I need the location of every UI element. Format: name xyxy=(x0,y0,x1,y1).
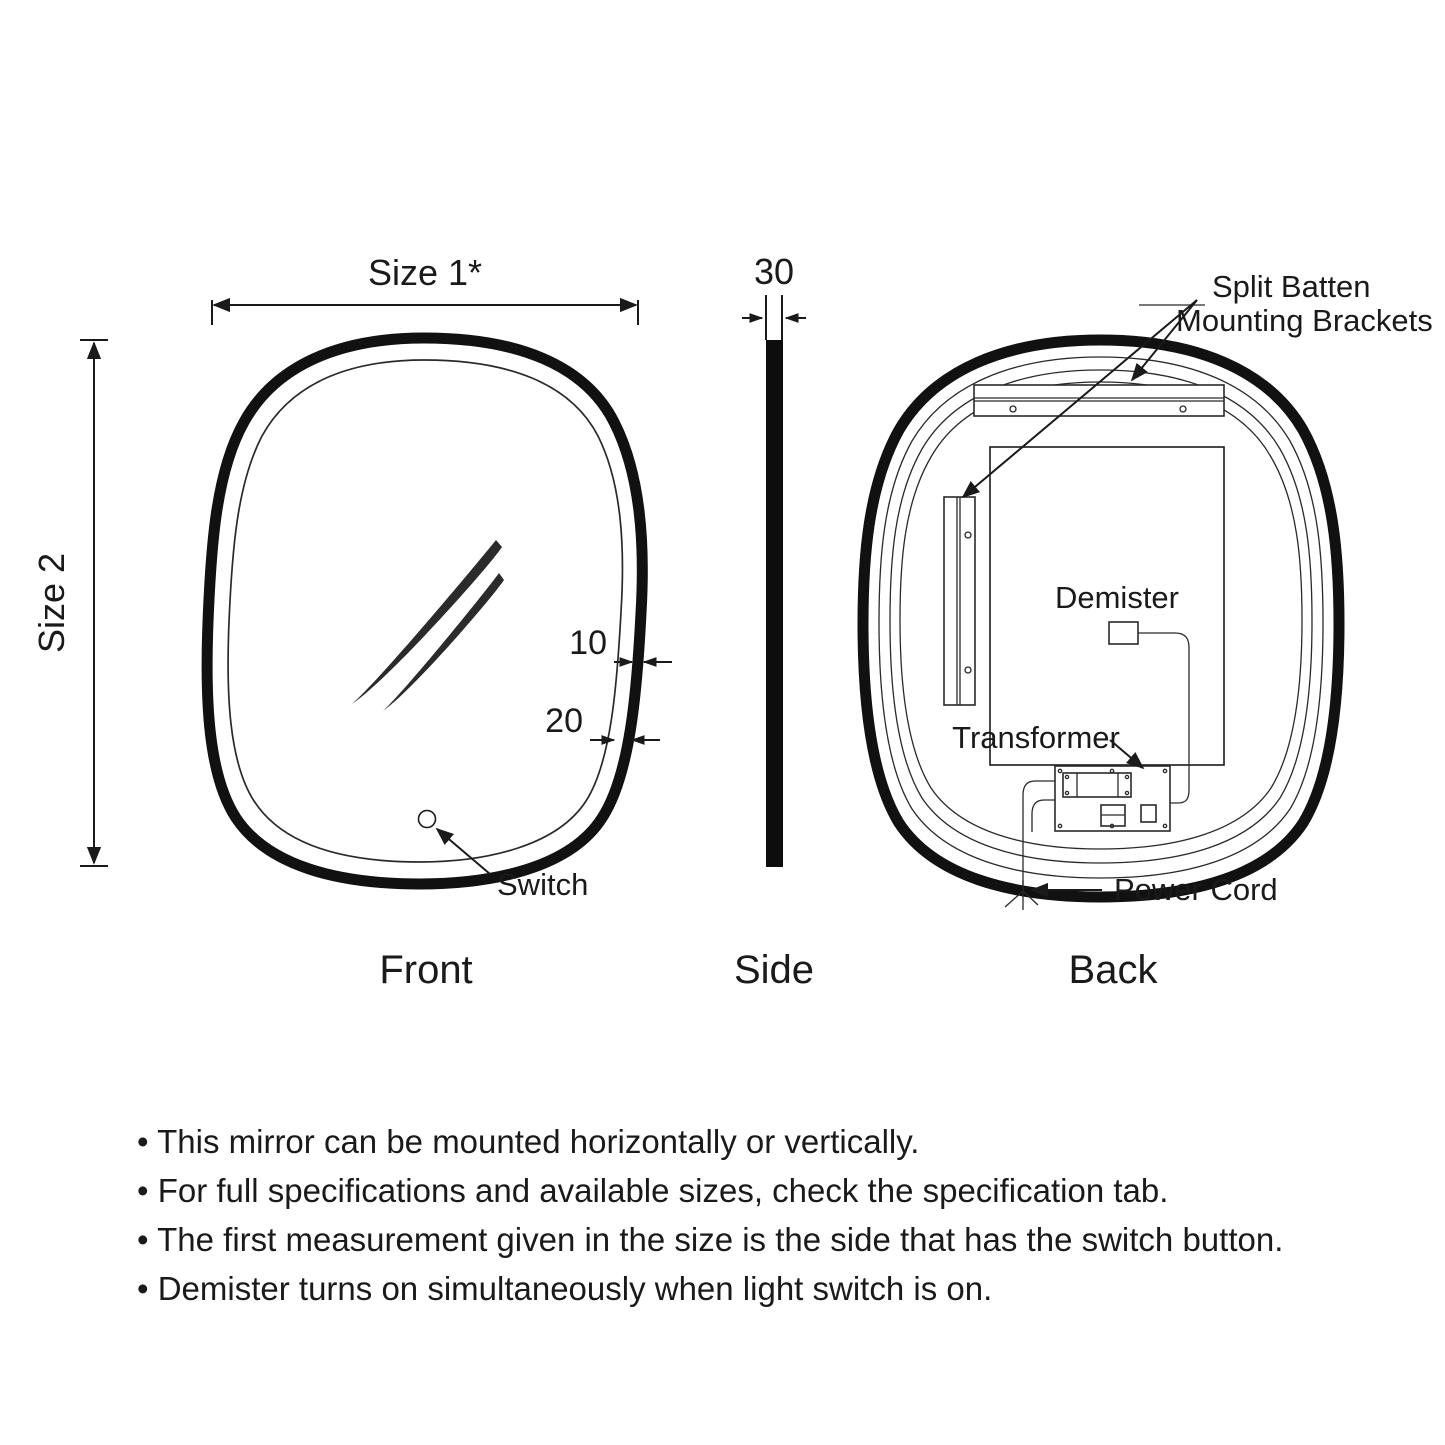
note-item-0: • This mirror can be mounted horizontally or vertically. xyxy=(137,1123,920,1160)
note-item-1: • For full specifications and available sizes, check the specification tab. xyxy=(137,1172,1169,1209)
split-batten-bracket-top xyxy=(974,385,1224,416)
demister-pad xyxy=(1109,622,1138,644)
back-view-group xyxy=(863,269,1433,992)
edge-dimension-10-label: 10 xyxy=(569,624,607,662)
height-dimension xyxy=(80,340,108,866)
side-view-caption: Side xyxy=(733,948,815,992)
front-mirror-glass xyxy=(228,360,622,862)
power-cord-wire-b xyxy=(1032,800,1055,832)
height-dimension-label: Size 2 xyxy=(31,552,72,654)
split-batten-label-line2: Mounting Brackets xyxy=(1176,303,1433,338)
split-batten-bracket-left xyxy=(944,497,975,705)
note-item-3: • Demister turns on simultaneously when light switch is on. xyxy=(137,1270,993,1307)
thickness-dimension xyxy=(742,295,806,340)
side-profile-bar xyxy=(766,340,783,867)
width-dimension xyxy=(212,300,638,325)
front-view-caption: Front xyxy=(379,948,473,992)
note-item-2: • The first measurement given in the size is the side that has the switch button. xyxy=(137,1221,1284,1258)
thickness-dimension-label: 30 xyxy=(753,251,795,292)
split-batten-label-line1: Split Batten xyxy=(1212,269,1371,304)
transformer-unit xyxy=(1055,766,1170,831)
notes-list xyxy=(137,1123,1283,1307)
width-dimension-label: Size 1* xyxy=(367,252,483,293)
demister-label: Demister xyxy=(1054,580,1180,615)
side-view-group xyxy=(734,251,814,992)
back-view-caption: Back xyxy=(1068,948,1158,992)
switch-label: Switch xyxy=(497,867,589,902)
front-view-group xyxy=(80,300,672,992)
power-cord-label: Power Cord xyxy=(1114,872,1278,907)
transformer-label: Transformer xyxy=(952,720,1120,755)
edge-dimension-20-label: 20 xyxy=(545,702,583,740)
